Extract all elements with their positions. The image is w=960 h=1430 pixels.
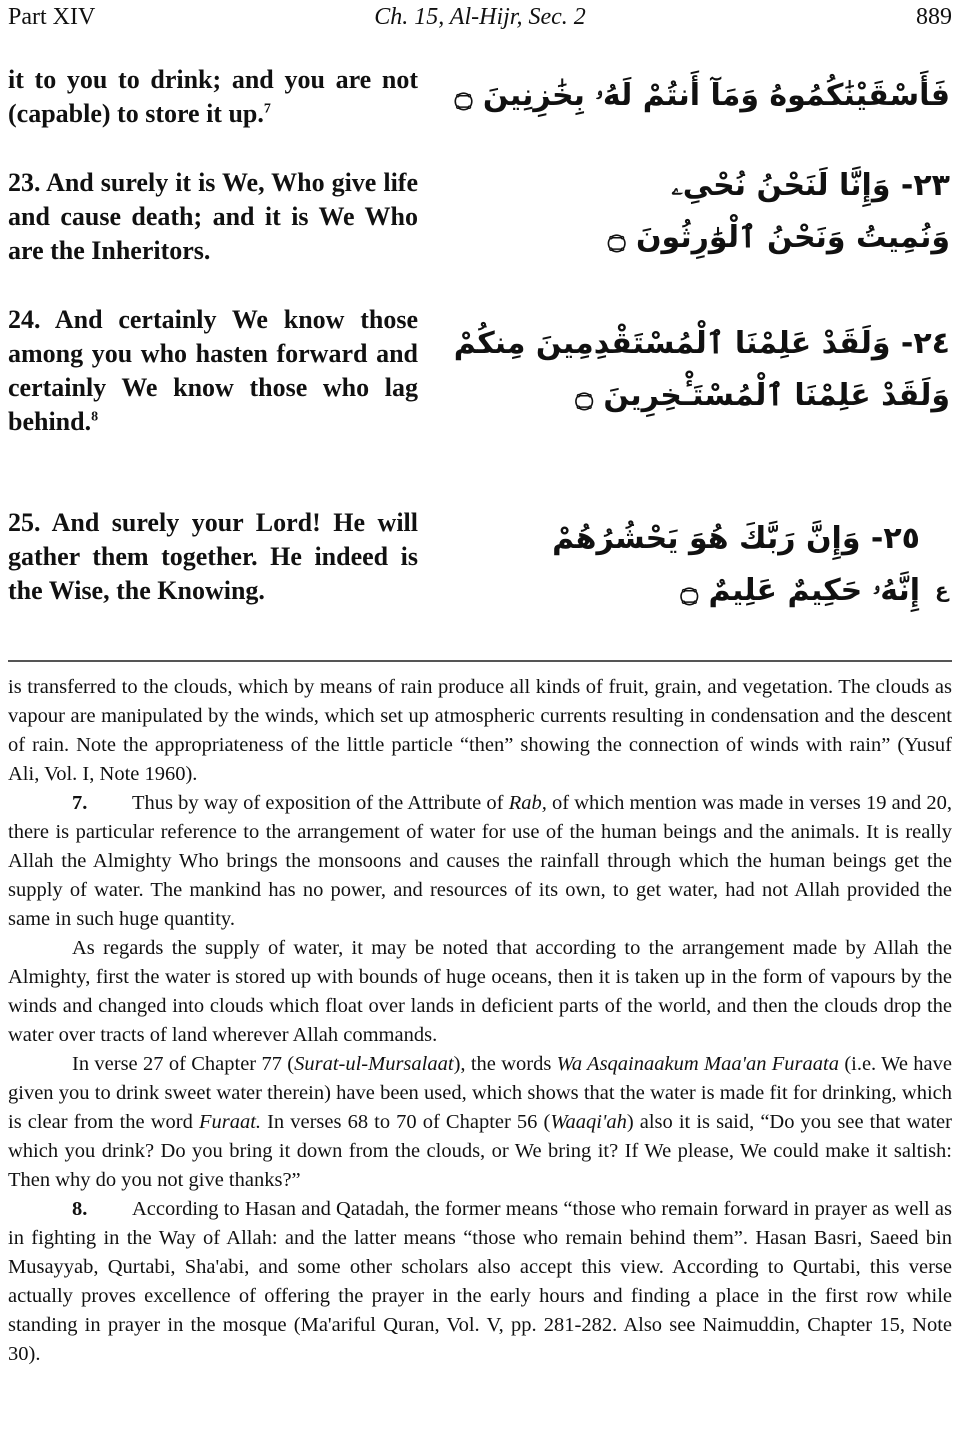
note-text: As regards the supply of water, it may be noted that according to the arrangement made by Allah the Almighty, first the water is stored up with bounds of huge oceans, then it is taken up in the form of vapours by the winds and changed into clouds which float over lands in deficient parts of the world, and then the clouds drop the water over tracts of land wherever Allah commands. — [8, 937, 952, 1046]
verse-text: 24. And certainly We know those among you who hasten forward and certainly We know those who lag behind. — [8, 305, 418, 436]
verse-text: 25. And surely your Lord! He will gather them together. He indeed is the Wise, the Knowing. — [8, 508, 418, 605]
arabic-line: ٢٥- وَإِنَّ رَبَّكَ هُوَ يَحْشُرُهُمْ — [552, 521, 920, 556]
arabic-verse — [440, 70, 950, 122]
note-paragraph — [8, 1050, 952, 1195]
note-paragraph — [8, 673, 952, 789]
note-emphasis: Rab, — [508, 792, 547, 814]
note-emphasis: Furaat. — [198, 1111, 262, 1133]
note-text: ), the words — [453, 1053, 557, 1075]
arabic-verse — [440, 513, 920, 617]
arabic-line: ٢٤- وَلَقَدْ عَلِمْنَا ٱلْمُسْتَقْدِمِينَ مِنكُمْ — [453, 326, 950, 361]
footnotes — [8, 673, 952, 1369]
note-text: In verse 27 of Chapter 77 ( — [72, 1053, 295, 1075]
verse-translation — [8, 166, 418, 268]
note-text: of which mention was made in verses 19 and 20, there is particular reference to the arrangement of water for use of the human beings and the animals. It is really Allah the Almighty Who brings the monsoons and causes the rainfall through which the human beings get the supply of water. The mankind has no power, and resources of its own, to get water, had not Allah provided the same in such huge quantity. — [8, 792, 952, 930]
verse-text: it to you to drink; and you are not (capable) to store it up. — [8, 65, 418, 128]
verse-translation — [8, 303, 418, 439]
note-text: In verses 68 to 70 of Chapter 56 ( — [261, 1111, 551, 1133]
verse-translation — [8, 63, 418, 131]
arabic-verse — [440, 160, 950, 264]
note-8 — [8, 1195, 952, 1369]
note-emphasis: Surat-ul-Mursalaat — [294, 1053, 454, 1075]
note-text: Thus by way of exposition of the Attribute of — [132, 792, 509, 814]
note-emphasis: Wa Asqainaakum Maa'an Furaata — [556, 1053, 839, 1075]
verse-translation — [8, 506, 418, 608]
note-7 — [8, 789, 952, 934]
note-text: (i.e. We have given you to drink sweet water therein) have been used, which shows that the water is made fit for drinking, which is clear from the word — [8, 1053, 952, 1133]
part-label: Part XIV — [8, 4, 96, 30]
note-text: According to Hasan and Qatadah, the former means “those who remain forward in prayer as well as in fighting in the Way of Allah: and the latter means “those who remain behind them”. Hasan Basri, Saeed bin Musayyab, Qurtabi, Sha'abi, and some other scholars also accept this view. According to Qurtabi, this verse actually proves excellence of offering the prayer in the early hours and finding a place in the first row while standing in prayer in the mosque (Ma'ariful Quran, Vol. V, pp. 281-282. Also see Naimuddin, Chapter 15, Note 30). — [8, 1198, 952, 1365]
note-emphasis: Waaqi'ah — [550, 1111, 627, 1133]
running-header — [8, 4, 952, 38]
note-number: 7. — [72, 792, 88, 814]
note-text: is transferred to the clouds, which by means of rain produce all kinds of fruit, grain, and vegetation. The clouds as vapour are manipulated by the winds, which set up atmospheric currents resulting in condensation and the descent of rain. Note the appropriateness of the little particle “then” showing the connection of winds with rain” (Yusuf Ali, Vol. I, Note 1960). — [8, 676, 952, 785]
arabic-line: وَلَقَدْ عَلِمْنَا ٱلْمُسْتَـْٔخِرِينَ ۝ — [575, 378, 950, 413]
ruku-mark: ع — [935, 578, 949, 602]
verse-text: 23. And surely it is We, Who give life and cause death; and it is We Who are the Inheritors. — [8, 168, 418, 265]
arabic-verse — [440, 318, 950, 422]
arabic-line: إِنَّهُۥ حَكِيمٌ عَلِيمٌ ۝ — [680, 573, 920, 608]
note-text: ) also it is said, “Do you see that water which you drink? Do you bring it down from the clouds, or We bring it? If We please, We could make it saltish: Then why do you not give thanks?” — [8, 1111, 952, 1191]
arabic-line: ٢٣- وَإِنَّا لَنَحْنُ نُحْىِۦ — [671, 168, 950, 203]
footnote-divider — [8, 660, 952, 662]
arabic-line: فَأَسْقَيْنَٰكُمُوهُ وَمَآ أَنتُمْ لَهُۥ بِخَٰزِنِينَ ۝ — [454, 78, 950, 113]
arabic-line: وَنُمِيتُ وَنَحْنُ ٱلْوَٰرِثُونَ ۝ — [607, 220, 950, 255]
note-number: 8. — [72, 1198, 88, 1220]
page-number: 889 — [916, 4, 952, 30]
chapter-title: Ch. 15, Al-Hijr, Sec. 2 — [374, 4, 586, 30]
footnote-ref: 8 — [91, 409, 99, 425]
note-paragraph — [8, 934, 952, 1050]
footnote-ref: 7 — [263, 101, 271, 117]
